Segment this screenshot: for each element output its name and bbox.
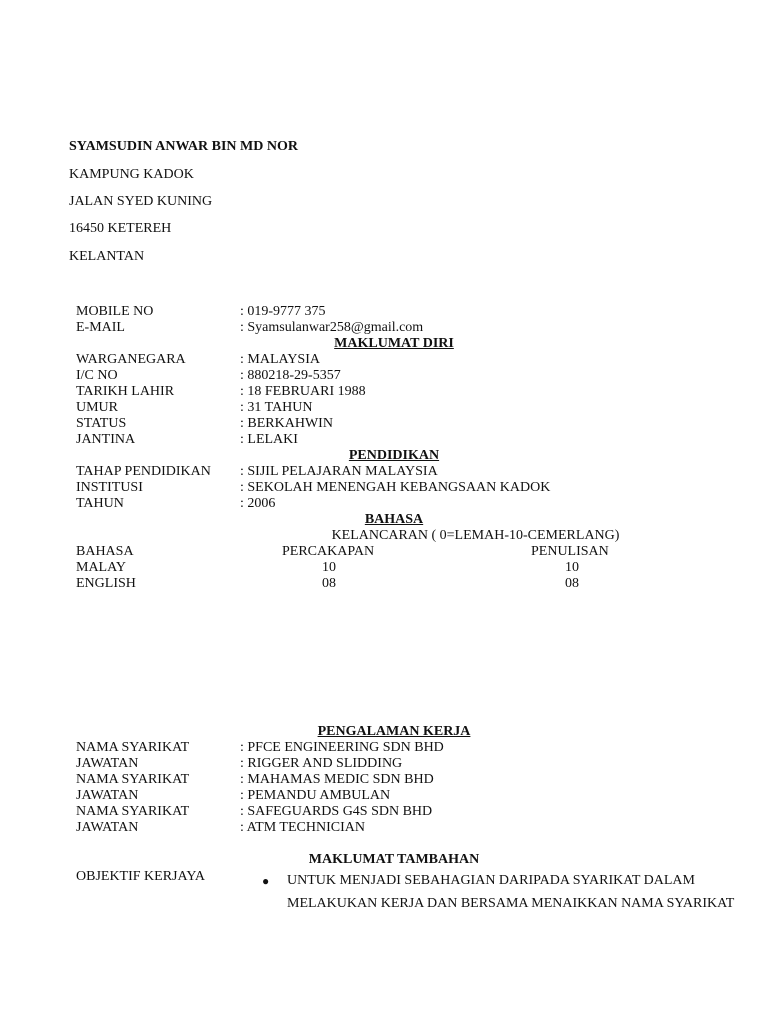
email-value: : Syamsulanwar258@gmail.com (240, 320, 424, 335)
tahun-label: TAHUN (76, 496, 124, 511)
section-heading-bahasa: BAHASA (364, 512, 424, 527)
section-heading-pengalaman-kerja: PENGALAMAN KERJA (317, 724, 471, 739)
bahasa-row-percakapan: 10 (322, 560, 336, 575)
applicant-name: SYAMSUDIN ANWAR BIN MD NOR (69, 139, 298, 154)
jawatan-label: JAWATAN (76, 788, 139, 803)
bahasa-header-penulisan: PENULISAN (531, 544, 609, 559)
address-line-1: KAMPUNG KADOK (69, 167, 194, 182)
bahasa-row-language: ENGLISH (76, 576, 136, 591)
status-value: : BERKAHWIN (240, 416, 333, 431)
bahasa-header-percakapan: PERCAKAPAN (282, 544, 375, 559)
umur-value: : 31 TAHUN (240, 400, 313, 415)
umur-label: UMUR (76, 400, 119, 415)
bahasa-header-language: BAHASA (76, 544, 134, 559)
nama-syarikat-value: : PFCE ENGINEERING SDN BHD (240, 740, 444, 755)
jantina-value: : LELAKI (240, 432, 298, 447)
jawatan-value: : ATM TECHNICIAN (240, 820, 365, 835)
nama-syarikat-label: NAMA SYARIKAT (76, 740, 190, 755)
institusi-value: : SEKOLAH MENENGAH KEBANGSAAN KADOK (240, 480, 551, 495)
address-line-3: 16450 KETEREH (69, 221, 172, 236)
section-heading-maklumat-diri: MAKLUMAT DIRI (334, 336, 454, 351)
bahasa-row-penulisan: 10 (565, 560, 579, 575)
section-heading-maklumat-tambahan: MAKLUMAT TAMBAHAN (308, 852, 480, 867)
bahasa-row-percakapan: 08 (322, 576, 336, 591)
status-label: STATUS (76, 416, 127, 431)
nama-syarikat-label: NAMA SYARIKAT (76, 804, 190, 819)
bullet-icon: ● (262, 874, 270, 888)
mobile-value: : 019-9777 375 (240, 304, 326, 319)
jantina-label: JANTINA (76, 432, 136, 447)
tahun-value: : 2006 (240, 496, 276, 511)
bahasa-row-penulisan: 08 (565, 576, 579, 591)
tarikh-lahir-label: TARIKH LAHIR (76, 384, 175, 399)
ic-no-label: I/C NO (76, 368, 118, 383)
address-line-2: JALAN SYED KUNING (69, 194, 213, 209)
nama-syarikat-value: : SAFEGUARDS G4S SDN BHD (240, 804, 433, 819)
tahap-pendidikan-label: TAHAP PENDIDIKAN (76, 464, 211, 479)
jawatan-label: JAWATAN (76, 820, 139, 835)
section-heading-pendidikan: PENDIDIKAN (348, 448, 440, 463)
bahasa-row-language: MALAY (76, 560, 127, 575)
warganegara-value: : MALAYSIA (240, 352, 320, 367)
tahap-pendidikan-value: : SIJIL PELAJARAN MALAYSIA (240, 464, 438, 479)
jawatan-value: : PEMANDU AMBULAN (240, 788, 391, 803)
warganegara-label: WARGANEGARA (76, 352, 186, 367)
jawatan-value: : RIGGER AND SLIDDING (240, 756, 403, 771)
ic-no-value: : 880218-29-5357 (240, 368, 341, 383)
address-line-4: KELANTAN (69, 249, 145, 264)
jawatan-label: JAWATAN (76, 756, 139, 771)
nama-syarikat-value: : MAHAMAS MEDIC SDN BHD (240, 772, 434, 787)
institusi-label: INSTITUSI (76, 480, 143, 495)
nama-syarikat-label: NAMA SYARIKAT (76, 772, 190, 787)
bahasa-scale-note: KELANCARAN ( 0=LEMAH-10-CEMERLANG) (331, 528, 620, 543)
objektif-kerjaya-label: OBJEKTIF KERJAYA (76, 869, 206, 884)
tarikh-lahir-value: : 18 FEBRUARI 1988 (240, 384, 366, 399)
objektif-kerjaya-text: UNTUK MENJADI SEBAHAGIAN DARIPADA SYARIKAT DALAM MELAKUKAN KERJA DAN BERSAMA MENAIKKAN NAMA SYARIKAT (287, 873, 735, 911)
mobile-label: MOBILE NO (76, 304, 154, 319)
email-label: E-MAIL (76, 320, 125, 335)
